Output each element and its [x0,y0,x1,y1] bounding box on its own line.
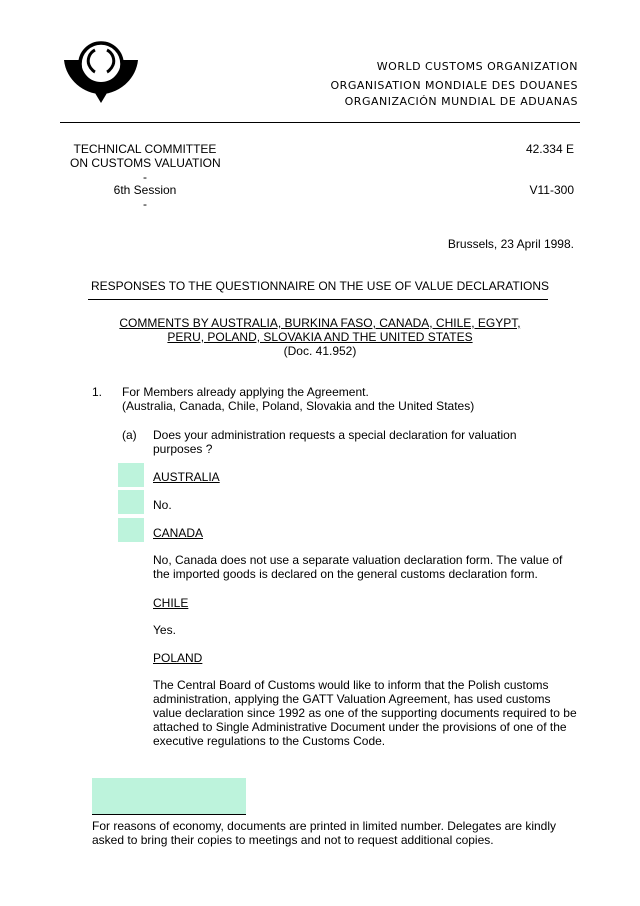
question-line1: Does your administration requests a special declaration for valuation [153,428,517,442]
answer-poland-line1: The Central Board of Customs would like to inform that the Polish customs [153,678,549,692]
answer-poland-line4: attached to Single Administrative Document under the provisions of one of the [153,720,567,734]
section-heading: For Members already applying the Agreement. [122,385,369,399]
org-name-english: WORLD CUSTOMS ORGANIZATION [376,60,578,73]
wco-logo [64,38,138,104]
subtitle-line1: COMMENTS BY AUSTRALIA, BURKINA FASO, CANADA, CHILE, EGYPT, [119,316,521,330]
session-label: 6th Session [113,183,177,197]
country-australia: AUSTRALIA [153,470,220,484]
org-name-french: ORGANISATION MONDIALE DES DOUANES [330,79,578,92]
highlight-marker [118,518,144,542]
doc-code: V11-300 [529,183,574,197]
committee-dash: - [143,170,147,184]
answer-poland-line2: administration, applying the GATT Valuation Agreement, has used customs [153,692,551,706]
country-poland: POLAND [153,651,203,665]
session-dash: - [143,197,147,211]
document-title: RESPONSES TO THE QUESTIONNAIRE ON THE USE OF VALUE DECLARATIONS [90,279,550,293]
footer-highlight [92,778,246,814]
doc-number: 42.334 E [525,142,574,156]
title-underline [88,299,548,300]
header-divider [60,122,580,123]
section-number: 1. [92,385,103,399]
answer-poland-line5: executive regulations to the Customs Code. [153,734,386,748]
country-canada: CANADA [153,526,204,540]
country-chile: CHILE [153,596,189,610]
subtitle-line2: PERU, POLAND, SLOVAKIA AND THE UNITED STATES [167,330,473,344]
question-label: (a) [122,428,137,442]
answer-canada-line2: the imported goods is declared on the general customs declaration form. [153,567,538,581]
question-line2: purposes ? [153,442,213,456]
org-name-spanish: ORGANIZACIÓN MUNDIAL DE ADUANAS [344,95,578,108]
footer-note-line1: For reasons of economy, documents are printed in limited number. Delegates are kindly [92,819,557,833]
committee-line2: ON CUSTOMS VALUATION [70,156,221,170]
footer-rule [92,814,246,815]
answer-canada-line1: No, Canada does not use a separate valuation declaration form. The value of [153,553,563,567]
answer-poland-line3: value declaration since 1992 as one of the supporting documents required to be [153,706,577,720]
subtitle-doc-ref: (Doc. 41.952) [283,344,357,358]
section-members: (Australia, Canada, Chile, Poland, Slovakia and the United States) [122,399,475,413]
answer-australia: No. [153,498,172,512]
answer-chile: Yes. [153,623,176,637]
highlight-marker [118,463,144,487]
committee-line1: TECHNICAL COMMITTEE [73,142,217,156]
highlight-marker [118,490,144,514]
footer-note-line2: asked to bring their copies to meetings and not to request additional copies. [92,833,494,847]
date-line: Brussels, 23 April 1998. [447,237,574,251]
